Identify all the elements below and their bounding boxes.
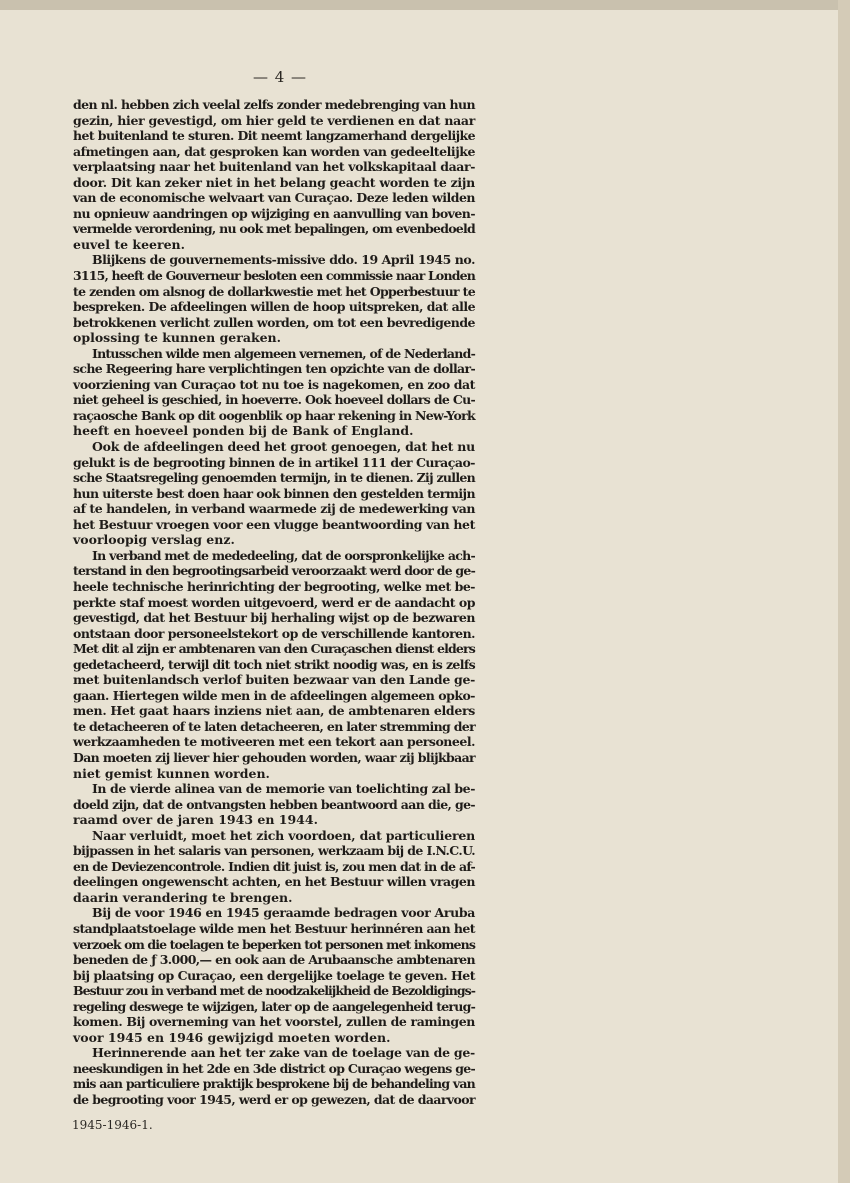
text-line: gelukt is de begrooting binnen de in artikel 111 der Curaçao-	[73, 454, 475, 470]
text-line: door. Dit kan zeker niet in het belang geacht worden te zijn	[73, 174, 475, 190]
text-line: raamd over de jaren 1943 en 1944.	[73, 812, 318, 828]
text-line: gevestigd, dat het Bestuur bij herhaling wijst op de bezwaren	[73, 610, 475, 626]
text-line: Naar verluidt, moet het zich voordoen, dat particulieren	[92, 827, 475, 843]
text-line: ontstaan door personeelstekort op de verschillende kantoren.	[73, 625, 475, 641]
text-line: hun uiterste best doen haar ook binnen den gestelden termijn	[73, 485, 475, 501]
text-line: afmetingen aan, dat gesproken kan worden van gedeeltelijke	[73, 143, 475, 159]
text-line: vermelde verordening, nu ook met bepalingen, om evenbedoeld	[73, 221, 475, 237]
text-line: Dan moeten zij liever hier gehouden worden, waar zij blijkbaar	[73, 749, 475, 765]
text-line: oplossing te kunnen geraken.	[73, 330, 281, 346]
text-line: bespreken. De afdeelingen willen de hoop uitspreken, dat alle	[73, 299, 475, 315]
text-line: Bij de voor 1946 en 1945 geraamde bedragen voor Aruba	[92, 905, 475, 921]
text-line: men. Het gaat haars inziens niet aan, de ambtenaren elders	[73, 703, 475, 719]
text-line: euvel te keeren.	[73, 236, 185, 252]
text-line: werkzaamheden te motiveeren met een tekort aan personeel.	[73, 734, 475, 750]
text-line: deelingen ongewenscht achten, en het Bestuur willen vragen	[73, 874, 475, 890]
text-line: het Bestuur vroegen voor een vlugge beantwoording van het	[73, 516, 475, 532]
text-line: sche Regeering hare verplichtingen ten opzichte van de dollar-	[73, 361, 475, 377]
text-line: heele technische herinrichting der begrooting, welke met be-	[73, 578, 475, 594]
text-line: sche Staatsregeling genoemden termijn, in te dienen. Zij zullen	[73, 470, 475, 486]
footer-reference: 1945-1946-1.	[72, 1118, 153, 1132]
text-line: standplaatstoelage wilde men het Bestuur herinnéren aan het	[73, 920, 475, 936]
text-line: te zenden om alsnog de dollarkwestie met het Opperbestuur te	[73, 283, 476, 299]
text-line: voorziening van Curaçao tot nu toe is nagekomen, en zoo dat	[73, 376, 475, 392]
text-line: Met dit al zijn er ambtenaren van den Curaçaschen dienst elders	[73, 641, 475, 657]
text-line: perkte staf moest worden uitgevoerd, werd er de aandacht op	[73, 594, 475, 610]
text-line: Ook de afdeelingen deed het groot genoegen, dat het nu	[92, 439, 475, 455]
text-line: bij plaatsing op Curaçao, een dergelijke toelage te geven. Het	[73, 967, 475, 983]
page-right-edge	[838, 0, 850, 1183]
text-line: Bestuur zou in verband met de noodzakelijkheid de Bezoldigings-	[73, 983, 475, 999]
text-line: gaan. Hiertegen wilde men in de afdeelingen algemeen opko-	[73, 687, 475, 703]
text-line: betrokkenen verlicht zullen worden, om tot een bevredigende	[73, 314, 475, 330]
text-line: 3115, heeft de Gouverneur besloten een commissie naar Londen	[73, 268, 475, 284]
text-line: den nl. hebben zich veelal zelfs zonder medebrenging van hun	[73, 97, 475, 112]
text-line: Blijkens de gouvernements-missive ddo. 19 April 1945 no.	[92, 252, 475, 268]
text-line: verzoek om die toelagen te beperken tot personen met inkomens	[73, 936, 475, 952]
text-line: niet gemist kunnen worden.	[73, 765, 270, 781]
text-line: Herinnerende aan het ter zake van de toelage van de ge-	[92, 1045, 475, 1061]
text-line: doeld zijn, dat de ontvangsten hebben beantwoord aan die, ge-	[73, 796, 476, 812]
text-line: In verband met de mededeeling, dat de oorspronkelijke ach-	[92, 547, 475, 563]
text-line: te detacheeren of te laten detacheeren, en later stremming der	[73, 718, 475, 734]
text-line: regeling deswege te wijzigen, later op de aangelegenheid terug-	[73, 998, 475, 1014]
text-line: het buitenland te sturen. Dit neemt langzamerhand dergelijke	[73, 128, 475, 144]
text-line: bijpassen in het salaris van personen, werkzaam bij de I.N.C.U.	[73, 843, 475, 859]
text-line: Intusschen wilde men algemeen vernemen, of de Nederland-	[92, 345, 475, 361]
text-line: beneden de ƒ 3.000,— en ook aan de Arubaansche ambtenaren	[73, 952, 475, 968]
text-line: verplaatsing naar het buitenland van het volkskapitaal daar-	[73, 159, 475, 175]
text-line: terstand in den begrootingsarbeid veroorzaakt werd door de ge-	[73, 563, 475, 579]
text-line: heeft en hoeveel ponden bij de Bank of England.	[73, 423, 414, 439]
text-line: voor 1945 en 1946 gewijzigd moeten worden.	[73, 1029, 391, 1045]
page-top-edge	[0, 0, 850, 10]
text-line: neeskundigen in het 2de en 3de district op Curaçao wegens ge-	[73, 1060, 475, 1076]
text-line: gezin, hier gevestigd, om hier geld te verdienen en dat naar	[73, 112, 476, 128]
text-line: mis aan particuliere praktijk besprokene bij de behandeling van	[73, 1076, 475, 1092]
page-number: — 4 —	[252, 68, 308, 86]
text-line: In de vierde alinea van de memorie van toelichting zal be-	[92, 781, 475, 797]
text-line: de begrooting voor 1945, werd er op gewezen, dat de daarvoor	[73, 1092, 475, 1107]
body-text	[73, 97, 475, 1108]
text-line: raçaosche Bank op dit oogenblik op haar rekening in New-York	[73, 407, 475, 423]
text-line: daarin verandering te brengen.	[73, 889, 293, 905]
text-line: met buitenlandsch verlof buiten bezwaar van den Lande ge-	[73, 672, 475, 688]
text-line: niet geheel is geschied, in hoeverre. Ook hoeveel dollars de Cu-	[73, 392, 475, 408]
text-line: af te handelen, in verband waarmede zij de medewerking van	[73, 501, 475, 517]
text-line: voorloopig verslag enz.	[73, 532, 235, 548]
text-line: gedetacheerd, terwijl dit toch niet strikt noodig was, en is zelfs	[73, 656, 475, 672]
text-line: en de Deviezencontrole. Indien dit juist is, zou men dat in de af-	[73, 858, 475, 874]
text-line: komen. Bij overneming van het voorstel, zullen de ramingen	[73, 1014, 475, 1030]
text-line: van de economische welvaart van Curaçao. Deze leden wilden	[73, 190, 475, 206]
text-line: nu opnieuw aandringen op wijziging en aanvulling van boven-	[73, 205, 476, 221]
